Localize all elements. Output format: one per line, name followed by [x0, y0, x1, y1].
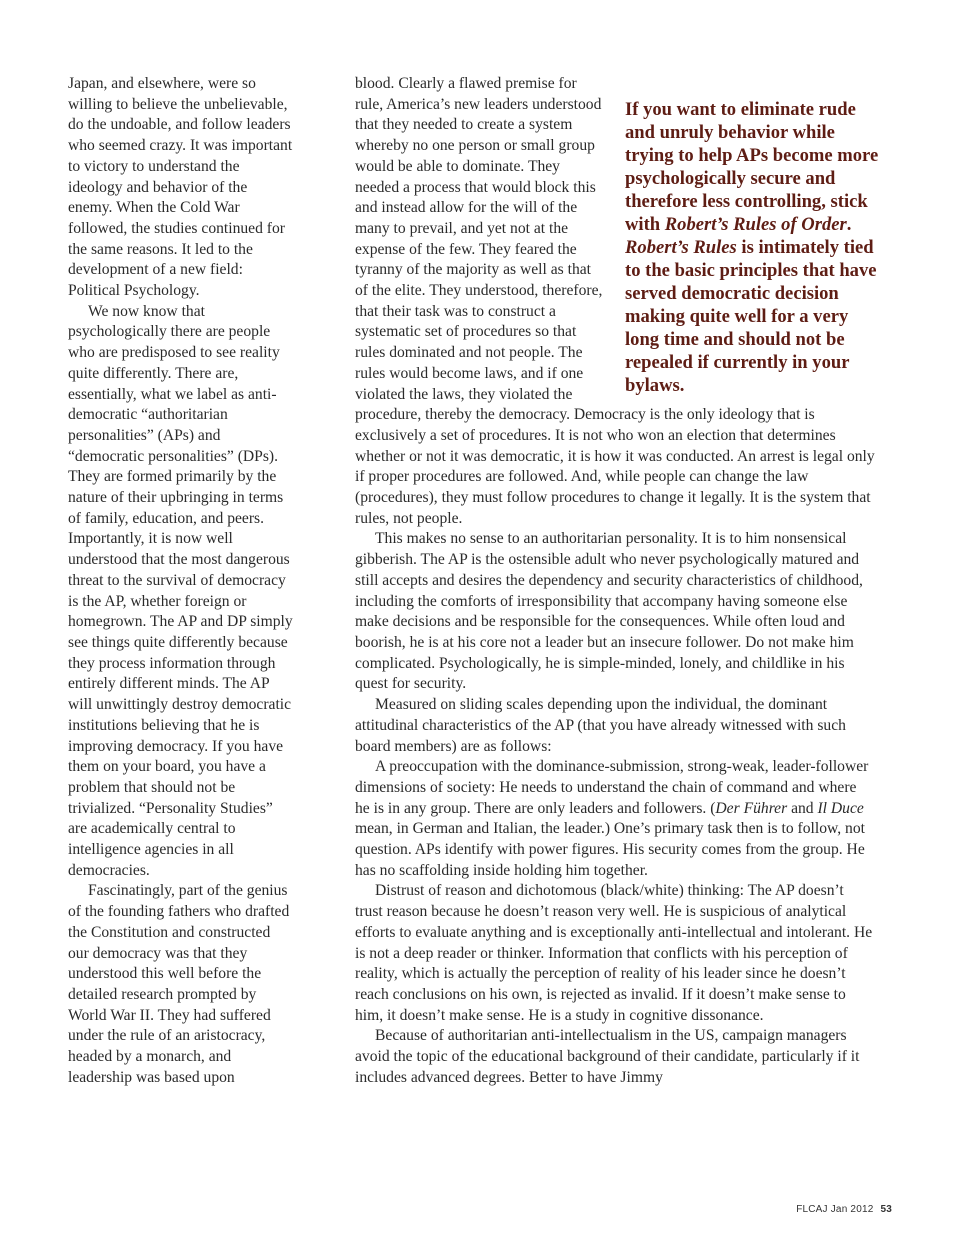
pull-quote-title: Robert’s Rules	[625, 237, 737, 258]
pull-quote	[625, 98, 887, 397]
foreign-term: Il Duce	[817, 799, 864, 817]
pull-quote-text: .	[846, 214, 852, 235]
body-paragraph	[355, 757, 875, 881]
pull-quote-text: is intimately tied to the basic principles that have served democratic decision making quite well for a very long time and should not be repealed if currently in your bylaws.	[625, 237, 877, 396]
body-paragraph: Japan, and elsewhere, were so willing to believe the unbelievable, do the undoable, and follow leaders who seemed crazy. It was important to victory to understand the ideology and behavior of the enemy. When the Cold War followed, the studies continued for the same reasons. It led to the development of a new field: Political Psychology.	[68, 75, 293, 300]
page-footer	[796, 1204, 892, 1215]
paragraph-text: A preoccupation with the dominance-submission, strong-weak, leader-follower dimensions of society: He needs to understand the chain of command and where he is in any group. There are only leaders and followers. (	[355, 758, 869, 817]
body-paragraph: Measured on sliding scales depending upon the individual, the dominant attitudinal characteristics of the AP (that you have already witnessed with such board members) are as follows:	[355, 696, 846, 755]
page-number: 53	[880, 1204, 892, 1215]
main-column	[355, 74, 879, 1088]
pull-quote-text: If you want to eliminate rude and unruly behavior while trying to help APs become more psychologically secure and therefore less controlling, stick with	[625, 99, 879, 235]
foreign-term: Der Führer	[715, 799, 788, 817]
issue-date: Jan 2012	[830, 1204, 874, 1215]
paragraph-text: mean, in German and Italian, the leader.) One’s primary task then is to follow, not question. APs identify with power figures. His security comes from the group. He has no scaffolding inside holding him together.	[355, 820, 865, 879]
body-paragraph: Because of authoritarian anti-intellectualism in the US, campaign managers avoid the topic of the educational background of their candidate, particularly if it includes advanced degrees. Better to have Jimmy	[355, 1027, 860, 1086]
body-paragraph: Fascinatingly, part of the genius of the founding fathers who drafted the Constitution and constructed our democracy was that they understood this well before the detailed research prompted by World War II. They had suffered under the rule of an aristocracy, headed by a monarch, and leadership was based upon	[68, 882, 290, 1086]
body-paragraph: This makes no sense to an authoritarian personality. It is to him nonsensical gibberish. The AP is the ostensible adult who never psychologically matured and still accepts and desires the dependency and security characteristics of childhood, including the comforts of irresponsibility that accompany having someone else make decisions and be responsible for the consequences. While often loud and boorish, he is at his core not a leader but an insecure follower. Do not make him complicated. Psychologically, he is simple-minded, lonely, and childlike in his quest for security.	[355, 530, 863, 693]
pull-quote-title: Robert’s Rules of Order	[664, 214, 847, 235]
left-column	[68, 74, 294, 1088]
publication-name: FLCAJ	[796, 1204, 828, 1215]
paragraph-text: and	[787, 799, 818, 817]
body-paragraph: blood. Clearly a flawed premise for rule, America’s new leaders understood that they needed to create a system whereby no one person or small group would be able to dominate. They needed a process that would block this and instead allow for the will of the many to prevail, and yet not at the expense of the few. They feared the tyranny of the majority as well as that of the elite. They understood, therefore, that their task was to construct a systematic set of procedures so that rules dominated and not people. The rules would become laws, and if one violated the laws, they violated the procedure, thereby the democracy. Democracy is the only ideology that is exclusively a set of procedures. It is not who won an election that determines whether or not it was democratic, it is how it was conducted. An arrest is legal only if proper procedures are followed. And, while people can change the law (procedures), they must follow procedures to change it legally. It is the system that rules, not people.	[355, 75, 875, 527]
body-paragraph: Distrust of reason and dichotomous (black/white) thinking: The AP doesn’t trust reason because he doesn’t reason very well. He is suspicious of analytical efforts to evaluate anything and is exceptionally anti-intellectual and intolerant. He is not a deep reader or thinker. Information that conflicts with his perception of reality, which is actually the perception of reality of his leader since he doesn’t reach conclusions on his own, is rejected as invalid. If it doesn’t make sense to him, it doesn’t make sense. He is a study in cognitive dissonance.	[355, 882, 873, 1024]
body-paragraph: We now know that psychologically there are people who are predisposed to see reality quite differently. There are, essentially, what we label as anti-democratic “authoritarian personalities” (APs) and “democratic personalities” (DPs). They are formed primarily by the nature of their upbringing in terms of family, education, and peers. Importantly, it is now well understood that the most dangerous threat to the survival of democracy is the AP, whether foreign or homegrown. The AP and DP simply see things quite differently because they process information through entirely different minds. The AP will unwittingly destroy democratic institutions believing that he is improving democracy. If you have them on your board, you have a problem that should not be trivialized. “Personality Studies” are academically central to intelligence agencies in all democracies.	[68, 302, 293, 879]
